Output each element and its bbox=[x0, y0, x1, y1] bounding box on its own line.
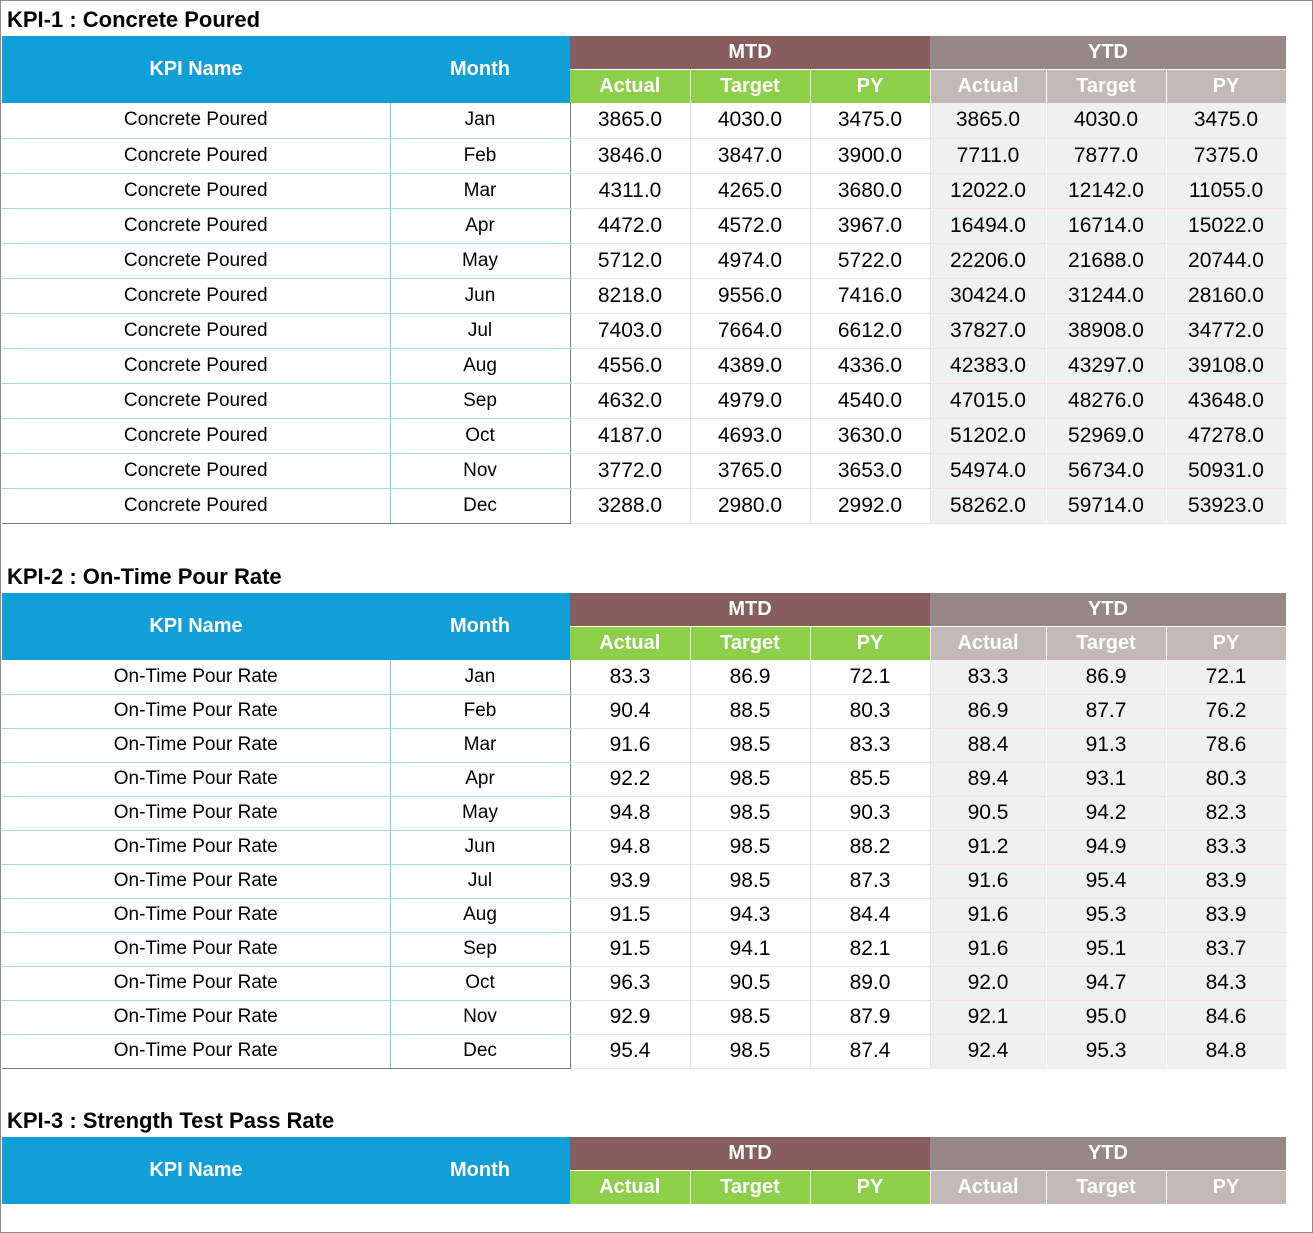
mtd-target-cell: 4693.0 bbox=[690, 418, 810, 453]
mtd-py-cell: 87.9 bbox=[810, 1000, 930, 1034]
ytd-py-cell: 47278.0 bbox=[1166, 418, 1286, 453]
mtd-header: MTD bbox=[570, 1137, 930, 1171]
month-cell: Apr bbox=[390, 208, 570, 243]
month-cell: Apr bbox=[390, 762, 570, 796]
ytd-py-cell: 82.3 bbox=[1166, 796, 1286, 830]
table-row bbox=[2, 932, 1286, 966]
mtd-actual-cell: 92.9 bbox=[570, 1000, 690, 1034]
mtd-actual-cell: 5712.0 bbox=[570, 243, 690, 278]
ytd-py-cell: 80.3 bbox=[1166, 762, 1286, 796]
mtd-py-cell: 87.3 bbox=[810, 864, 930, 898]
ytd-target-cell: 21688.0 bbox=[1046, 243, 1166, 278]
table-row bbox=[2, 383, 1286, 418]
ytd-actual-cell: 7711.0 bbox=[930, 138, 1046, 173]
mtd-target-cell: 98.5 bbox=[690, 1000, 810, 1034]
mtd-header: MTD bbox=[570, 36, 930, 70]
month-cell: Feb bbox=[390, 138, 570, 173]
ytd-target-cell: 95.3 bbox=[1046, 898, 1166, 932]
ytd-actual-cell: 83.3 bbox=[930, 660, 1046, 694]
mtd-target-cell: 98.5 bbox=[690, 728, 810, 762]
mtd-actual-cell: 3772.0 bbox=[570, 453, 690, 488]
mtd-target-cell: 4979.0 bbox=[690, 383, 810, 418]
mtd-py-cell: 80.3 bbox=[810, 694, 930, 728]
mtd-py-cell: 3900.0 bbox=[810, 138, 930, 173]
mtd-py-cell: 2992.0 bbox=[810, 488, 930, 523]
ytd-actual-cell: 91.6 bbox=[930, 864, 1046, 898]
mtd-actual-header: Actual bbox=[570, 70, 690, 104]
mtd-actual-cell: 95.4 bbox=[570, 1034, 690, 1068]
mtd-py-cell: 3653.0 bbox=[810, 453, 930, 488]
kpi-name-cell: Concrete Poured bbox=[2, 173, 390, 208]
mtd-actual-cell: 8218.0 bbox=[570, 278, 690, 313]
kpi-name-cell: Concrete Poured bbox=[2, 278, 390, 313]
mtd-actual-cell: 90.4 bbox=[570, 694, 690, 728]
ytd-py-cell: 43648.0 bbox=[1166, 383, 1286, 418]
ytd-actual-header: Actual bbox=[930, 70, 1046, 104]
ytd-target-cell: 43297.0 bbox=[1046, 348, 1166, 383]
kpi-name-cell: Concrete Poured bbox=[2, 383, 390, 418]
mtd-target-header: Target bbox=[690, 70, 810, 104]
kpi-name-cell: Concrete Poured bbox=[2, 418, 390, 453]
mtd-actual-header: Actual bbox=[570, 1171, 690, 1205]
mtd-actual-cell: 3288.0 bbox=[570, 488, 690, 523]
ytd-actual-cell: 92.0 bbox=[930, 966, 1046, 1000]
table-row bbox=[2, 243, 1286, 278]
mtd-py-cell: 87.4 bbox=[810, 1034, 930, 1068]
ytd-py-cell: 34772.0 bbox=[1166, 313, 1286, 348]
table-row bbox=[2, 418, 1286, 453]
ytd-actual-header: Actual bbox=[930, 627, 1046, 661]
ytd-py-cell: 83.7 bbox=[1166, 932, 1286, 966]
ytd-target-header: Target bbox=[1046, 1171, 1166, 1205]
mtd-target-cell: 90.5 bbox=[690, 966, 810, 1000]
mtd-target-cell: 98.5 bbox=[690, 1034, 810, 1068]
ytd-header: YTD bbox=[930, 593, 1286, 627]
mtd-py-header: PY bbox=[810, 1171, 930, 1205]
kpi-name-cell: On-Time Pour Rate bbox=[2, 864, 390, 898]
ytd-target-cell: 12142.0 bbox=[1046, 173, 1166, 208]
mtd-py-cell: 3475.0 bbox=[810, 103, 930, 138]
mtd-target-cell: 98.5 bbox=[690, 796, 810, 830]
mtd-actual-cell: 96.3 bbox=[570, 966, 690, 1000]
mtd-target-cell: 2980.0 bbox=[690, 488, 810, 523]
table-row bbox=[2, 348, 1286, 383]
mtd-py-cell: 4540.0 bbox=[810, 383, 930, 418]
ytd-target-cell: 86.9 bbox=[1046, 660, 1166, 694]
mtd-actual-cell: 83.3 bbox=[570, 660, 690, 694]
mtd-target-cell: 4265.0 bbox=[690, 173, 810, 208]
ytd-actual-cell: 54974.0 bbox=[930, 453, 1046, 488]
kpi-name-cell: On-Time Pour Rate bbox=[2, 830, 390, 864]
mtd-actual-cell: 4472.0 bbox=[570, 208, 690, 243]
kpi-title: KPI-1 : Concrete Poured bbox=[7, 7, 261, 32]
ytd-actual-cell: 51202.0 bbox=[930, 418, 1046, 453]
kpi-name-cell: On-Time Pour Rate bbox=[2, 728, 390, 762]
mtd-target-cell: 94.3 bbox=[690, 898, 810, 932]
month-cell: Jan bbox=[390, 103, 570, 138]
mtd-actual-cell: 93.9 bbox=[570, 864, 690, 898]
mtd-actual-cell: 3865.0 bbox=[570, 103, 690, 138]
mtd-actual-cell: 91.5 bbox=[570, 898, 690, 932]
month-cell: Jul bbox=[390, 313, 570, 348]
mtd-target-cell: 4030.0 bbox=[690, 103, 810, 138]
mtd-py-cell: 89.0 bbox=[810, 966, 930, 1000]
kpi-name-header: KPI Name bbox=[2, 593, 390, 660]
ytd-actual-cell: 47015.0 bbox=[930, 383, 1046, 418]
kpi-name-cell: On-Time Pour Rate bbox=[2, 1034, 390, 1068]
kpi-name-header: KPI Name bbox=[2, 1137, 390, 1204]
ytd-actual-cell: 42383.0 bbox=[930, 348, 1046, 383]
mtd-target-header: Target bbox=[690, 1171, 810, 1205]
mtd-py-cell: 3680.0 bbox=[810, 173, 930, 208]
month-cell: Mar bbox=[390, 728, 570, 762]
table-row bbox=[2, 1000, 1286, 1034]
ytd-py-cell: 20744.0 bbox=[1166, 243, 1286, 278]
ytd-actual-cell: 12022.0 bbox=[930, 173, 1046, 208]
mtd-actual-cell: 4632.0 bbox=[570, 383, 690, 418]
ytd-target-header: Target bbox=[1046, 70, 1166, 104]
mtd-py-cell: 72.1 bbox=[810, 660, 930, 694]
mtd-py-cell: 88.2 bbox=[810, 830, 930, 864]
table-row bbox=[2, 208, 1286, 243]
ytd-target-cell: 4030.0 bbox=[1046, 103, 1166, 138]
table-row bbox=[2, 660, 1286, 694]
mtd-actual-header: Actual bbox=[570, 627, 690, 661]
month-cell: Aug bbox=[390, 348, 570, 383]
mtd-py-cell: 90.3 bbox=[810, 796, 930, 830]
ytd-actual-cell: 90.5 bbox=[930, 796, 1046, 830]
ytd-target-cell: 95.1 bbox=[1046, 932, 1166, 966]
month-cell: May bbox=[390, 796, 570, 830]
mtd-actual-cell: 3846.0 bbox=[570, 138, 690, 173]
header-row bbox=[2, 593, 1286, 627]
ytd-py-header: PY bbox=[1166, 627, 1286, 661]
mtd-actual-cell: 7403.0 bbox=[570, 313, 690, 348]
table-row bbox=[2, 898, 1286, 932]
table-row bbox=[2, 173, 1286, 208]
ytd-target-cell: 7877.0 bbox=[1046, 138, 1166, 173]
kpi-name-cell: Concrete Poured bbox=[2, 488, 390, 523]
table-row bbox=[2, 728, 1286, 762]
kpi-name-cell: On-Time Pour Rate bbox=[2, 966, 390, 1000]
ytd-header: YTD bbox=[930, 1137, 1286, 1171]
ytd-actual-cell: 91.2 bbox=[930, 830, 1046, 864]
ytd-py-cell: 83.3 bbox=[1166, 830, 1286, 864]
kpi-name-cell: Concrete Poured bbox=[2, 208, 390, 243]
kpi-name-cell: Concrete Poured bbox=[2, 103, 390, 138]
ytd-target-cell: 93.1 bbox=[1046, 762, 1166, 796]
mtd-actual-cell: 94.8 bbox=[570, 830, 690, 864]
mtd-actual-cell: 4311.0 bbox=[570, 173, 690, 208]
mtd-target-cell: 98.5 bbox=[690, 864, 810, 898]
ytd-py-cell: 53923.0 bbox=[1166, 488, 1286, 523]
kpi-name-header: KPI Name bbox=[2, 36, 390, 103]
month-cell: Jun bbox=[390, 278, 570, 313]
ytd-py-cell: 84.6 bbox=[1166, 1000, 1286, 1034]
mtd-py-cell: 3967.0 bbox=[810, 208, 930, 243]
mtd-py-cell: 7416.0 bbox=[810, 278, 930, 313]
kpi-name-cell: Concrete Poured bbox=[2, 138, 390, 173]
month-cell: May bbox=[390, 243, 570, 278]
ytd-header: YTD bbox=[930, 36, 1286, 70]
month-cell: Dec bbox=[390, 488, 570, 523]
ytd-actual-header: Actual bbox=[930, 1171, 1046, 1205]
month-cell: Sep bbox=[390, 383, 570, 418]
month-header: Month bbox=[390, 1137, 570, 1204]
ytd-target-cell: 31244.0 bbox=[1046, 278, 1166, 313]
ytd-actual-cell: 91.6 bbox=[930, 898, 1046, 932]
table-row bbox=[2, 966, 1286, 1000]
ytd-actual-cell: 3865.0 bbox=[930, 103, 1046, 138]
mtd-target-cell: 98.5 bbox=[690, 830, 810, 864]
month-cell: Feb bbox=[390, 694, 570, 728]
ytd-target-cell: 38908.0 bbox=[1046, 313, 1166, 348]
kpi-table bbox=[2, 593, 1287, 1069]
mtd-py-cell: 4336.0 bbox=[810, 348, 930, 383]
table-row bbox=[2, 864, 1286, 898]
ytd-target-cell: 94.9 bbox=[1046, 830, 1166, 864]
month-cell: Jun bbox=[390, 830, 570, 864]
ytd-target-cell: 95.4 bbox=[1046, 864, 1166, 898]
header-row bbox=[2, 1137, 1286, 1171]
table-row bbox=[2, 313, 1286, 348]
mtd-py-cell: 84.4 bbox=[810, 898, 930, 932]
mtd-py-header: PY bbox=[810, 70, 930, 104]
kpi-name-cell: Concrete Poured bbox=[2, 453, 390, 488]
ytd-py-cell: 28160.0 bbox=[1166, 278, 1286, 313]
kpi-name-cell: On-Time Pour Rate bbox=[2, 932, 390, 966]
ytd-target-cell: 94.2 bbox=[1046, 796, 1166, 830]
ytd-py-cell: 72.1 bbox=[1166, 660, 1286, 694]
ytd-target-cell: 56734.0 bbox=[1046, 453, 1166, 488]
month-cell: Mar bbox=[390, 173, 570, 208]
ytd-py-cell: 76.2 bbox=[1166, 694, 1286, 728]
ytd-actual-cell: 91.6 bbox=[930, 932, 1046, 966]
month-cell: Nov bbox=[390, 1000, 570, 1034]
ytd-target-cell: 16714.0 bbox=[1046, 208, 1166, 243]
kpi-name-cell: On-Time Pour Rate bbox=[2, 694, 390, 728]
mtd-py-cell: 6612.0 bbox=[810, 313, 930, 348]
kpi-name-cell: On-Time Pour Rate bbox=[2, 796, 390, 830]
table-row bbox=[2, 830, 1286, 864]
mtd-target-cell: 88.5 bbox=[690, 694, 810, 728]
mtd-target-cell: 4572.0 bbox=[690, 208, 810, 243]
ytd-py-cell: 50931.0 bbox=[1166, 453, 1286, 488]
ytd-target-cell: 94.7 bbox=[1046, 966, 1166, 1000]
mtd-target-cell: 3765.0 bbox=[690, 453, 810, 488]
table-row bbox=[2, 488, 1286, 523]
month-cell: Jan bbox=[390, 660, 570, 694]
ytd-py-cell: 83.9 bbox=[1166, 864, 1286, 898]
ytd-py-cell: 84.3 bbox=[1166, 966, 1286, 1000]
kpi-name-cell: On-Time Pour Rate bbox=[2, 898, 390, 932]
ytd-target-header: Target bbox=[1046, 627, 1166, 661]
ytd-py-header: PY bbox=[1166, 1171, 1286, 1205]
mtd-py-cell: 82.1 bbox=[810, 932, 930, 966]
month-header: Month bbox=[390, 36, 570, 103]
ytd-actual-cell: 16494.0 bbox=[930, 208, 1046, 243]
mtd-actual-cell: 91.5 bbox=[570, 932, 690, 966]
kpi-table bbox=[2, 36, 1287, 524]
month-cell: Oct bbox=[390, 966, 570, 1000]
mtd-actual-cell: 91.6 bbox=[570, 728, 690, 762]
ytd-actual-cell: 37827.0 bbox=[930, 313, 1046, 348]
mtd-target-cell: 94.1 bbox=[690, 932, 810, 966]
mtd-py-header: PY bbox=[810, 627, 930, 661]
table-row bbox=[2, 1034, 1286, 1068]
ytd-actual-cell: 88.4 bbox=[930, 728, 1046, 762]
ytd-py-cell: 78.6 bbox=[1166, 728, 1286, 762]
ytd-actual-cell: 89.4 bbox=[930, 762, 1046, 796]
table-row bbox=[2, 694, 1286, 728]
mtd-actual-cell: 4556.0 bbox=[570, 348, 690, 383]
mtd-target-cell: 4389.0 bbox=[690, 348, 810, 383]
kpi-title: KPI-2 : On-Time Pour Rate bbox=[7, 564, 282, 589]
month-cell: Nov bbox=[390, 453, 570, 488]
ytd-actual-cell: 92.4 bbox=[930, 1034, 1046, 1068]
ytd-actual-cell: 22206.0 bbox=[930, 243, 1046, 278]
table-row bbox=[2, 278, 1286, 313]
ytd-py-cell: 83.9 bbox=[1166, 898, 1286, 932]
kpi-name-cell: On-Time Pour Rate bbox=[2, 1000, 390, 1034]
ytd-actual-cell: 30424.0 bbox=[930, 278, 1046, 313]
mtd-py-cell: 3630.0 bbox=[810, 418, 930, 453]
table-row bbox=[2, 138, 1286, 173]
table-row bbox=[2, 762, 1286, 796]
kpi-name-cell: On-Time Pour Rate bbox=[2, 660, 390, 694]
mtd-actual-cell: 92.2 bbox=[570, 762, 690, 796]
ytd-py-cell: 3475.0 bbox=[1166, 103, 1286, 138]
ytd-target-cell: 95.0 bbox=[1046, 1000, 1166, 1034]
mtd-py-cell: 85.5 bbox=[810, 762, 930, 796]
mtd-actual-cell: 94.8 bbox=[570, 796, 690, 830]
kpi-table bbox=[2, 1137, 1287, 1204]
mtd-target-cell: 86.9 bbox=[690, 660, 810, 694]
mtd-py-cell: 5722.0 bbox=[810, 243, 930, 278]
ytd-actual-cell: 92.1 bbox=[930, 1000, 1046, 1034]
table-row bbox=[2, 453, 1286, 488]
kpi-name-cell: Concrete Poured bbox=[2, 243, 390, 278]
kpi-name-cell: On-Time Pour Rate bbox=[2, 762, 390, 796]
mtd-target-cell: 3847.0 bbox=[690, 138, 810, 173]
table-row bbox=[2, 103, 1286, 138]
ytd-target-cell: 52969.0 bbox=[1046, 418, 1166, 453]
table-row bbox=[2, 796, 1286, 830]
month-cell: Jul bbox=[390, 864, 570, 898]
ytd-py-header: PY bbox=[1166, 70, 1286, 104]
mtd-target-cell: 98.5 bbox=[690, 762, 810, 796]
header-row bbox=[2, 36, 1286, 70]
ytd-py-cell: 39108.0 bbox=[1166, 348, 1286, 383]
month-cell: Sep bbox=[390, 932, 570, 966]
month-cell: Oct bbox=[390, 418, 570, 453]
ytd-py-cell: 7375.0 bbox=[1166, 138, 1286, 173]
kpi-title: KPI-3 : Strength Test Pass Rate bbox=[7, 1108, 335, 1133]
mtd-target-cell: 9556.0 bbox=[690, 278, 810, 313]
month-cell: Dec bbox=[390, 1034, 570, 1068]
month-header: Month bbox=[390, 593, 570, 660]
ytd-target-cell: 91.3 bbox=[1046, 728, 1166, 762]
ytd-target-cell: 95.3 bbox=[1046, 1034, 1166, 1068]
ytd-target-cell: 48276.0 bbox=[1046, 383, 1166, 418]
mtd-target-cell: 7664.0 bbox=[690, 313, 810, 348]
mtd-actual-cell: 4187.0 bbox=[570, 418, 690, 453]
mtd-py-cell: 83.3 bbox=[810, 728, 930, 762]
ytd-py-cell: 84.8 bbox=[1166, 1034, 1286, 1068]
mtd-header: MTD bbox=[570, 593, 930, 627]
mtd-target-header: Target bbox=[690, 627, 810, 661]
ytd-target-cell: 59714.0 bbox=[1046, 488, 1166, 523]
ytd-target-cell: 87.7 bbox=[1046, 694, 1166, 728]
kpi-name-cell: Concrete Poured bbox=[2, 313, 390, 348]
ytd-py-cell: 15022.0 bbox=[1166, 208, 1286, 243]
ytd-py-cell: 11055.0 bbox=[1166, 173, 1286, 208]
ytd-actual-cell: 86.9 bbox=[930, 694, 1046, 728]
month-cell: Aug bbox=[390, 898, 570, 932]
mtd-target-cell: 4974.0 bbox=[690, 243, 810, 278]
ytd-actual-cell: 58262.0 bbox=[930, 488, 1046, 523]
kpi-name-cell: Concrete Poured bbox=[2, 348, 390, 383]
